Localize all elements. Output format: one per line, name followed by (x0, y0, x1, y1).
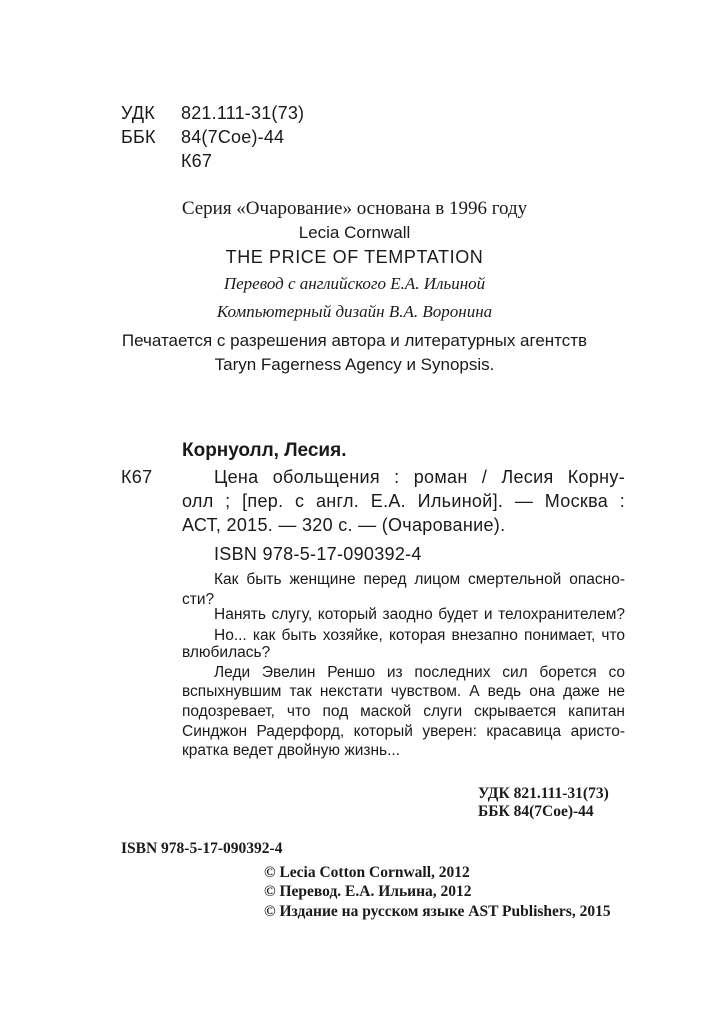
bbk-value: 84(7Сое)-44 (181, 127, 285, 147)
annotation-p1-line-2: сти? (182, 591, 215, 608)
bbk-line (121, 127, 421, 151)
series-line: Серия «Очарование» основана в 1996 году (181, 198, 528, 219)
annotation-p3-line-1: Но... как быть хозяйке, которая внезапно понимает, что (214, 627, 625, 644)
design-credit: Компьютерный дизайн В.А. Воронина (216, 302, 493, 321)
annotation-p4-line-3: подозревает, что под маской слуги скрывается капитан (182, 703, 625, 720)
author-mark: К67 (181, 151, 213, 171)
annotation-p4-line-5: кратка ведет двойную жизнь... (182, 742, 401, 759)
original-author: Lecia Cornwall (298, 223, 411, 242)
annotation-p3-line-2: влюбилась? (182, 644, 271, 661)
rights-line-1: Печатается с разрешения автора и литературных агентств (121, 331, 588, 350)
copyright-line-2: © Перевод. Е.А. Ильина, 2012 (264, 883, 472, 900)
bottom-udk: УДК 821.111-31(73) (478, 785, 609, 802)
annotation-p1-line-1: Как быть женщине перед лицом смертельной опасно- (214, 571, 625, 588)
annotation-p2-line-1: Нанять слугу, который заодно будет и телохранителем? (214, 606, 625, 623)
catalog-line-3: АСТ, 2015. — 320 с. — (Очарование). (182, 515, 506, 535)
catalog-heading: Корнуолл, Лесия. (182, 440, 347, 461)
copyright-line-1: © Lecia Cotton Cornwall, 2012 (264, 864, 470, 881)
annotation-p4-line-2: вспыхнувшим так некстати чувством. А ведь она даже не (182, 683, 625, 700)
catalog-author-mark: К67 (121, 467, 153, 487)
isbn-bottom: ISBN 978-5-17-090392-4 (121, 840, 283, 857)
translation-credit: Перевод с английского Е.А. Ильиной (223, 274, 486, 293)
bottom-bbk: ББК 84(7Сое)-44 (478, 803, 594, 820)
catalog-isbn: ISBN 978-5-17-090392-4 (214, 544, 422, 564)
catalog-line-2: олл ; [пер. с англ. Е.А. Ильиной]. — Москва : (182, 491, 625, 511)
author-mark-line (121, 151, 421, 175)
udk-label: УДК (121, 103, 155, 123)
original-title: THE PRICE OF TEMPTATION (225, 247, 484, 267)
annotation-p4-line-4: Синджон Радерфорд, который уверен: красавица аристо- (182, 723, 625, 740)
bbk-label: ББК (121, 127, 156, 147)
catalog-line-1: Цена обольщения : роман / Лесия Корну- (214, 467, 625, 487)
copyright-line-3: © Издание на русском языке AST Publishers, 2015 (264, 903, 611, 920)
annotation-p4-line-1: Леди Эвелин Реншо из последних сил борется со (214, 664, 625, 681)
udk-line (121, 103, 421, 127)
udk-value: 821.111-31(73) (181, 103, 305, 123)
rights-line-2: Taryn Fagerness Agency и Synopsis. (214, 355, 495, 374)
